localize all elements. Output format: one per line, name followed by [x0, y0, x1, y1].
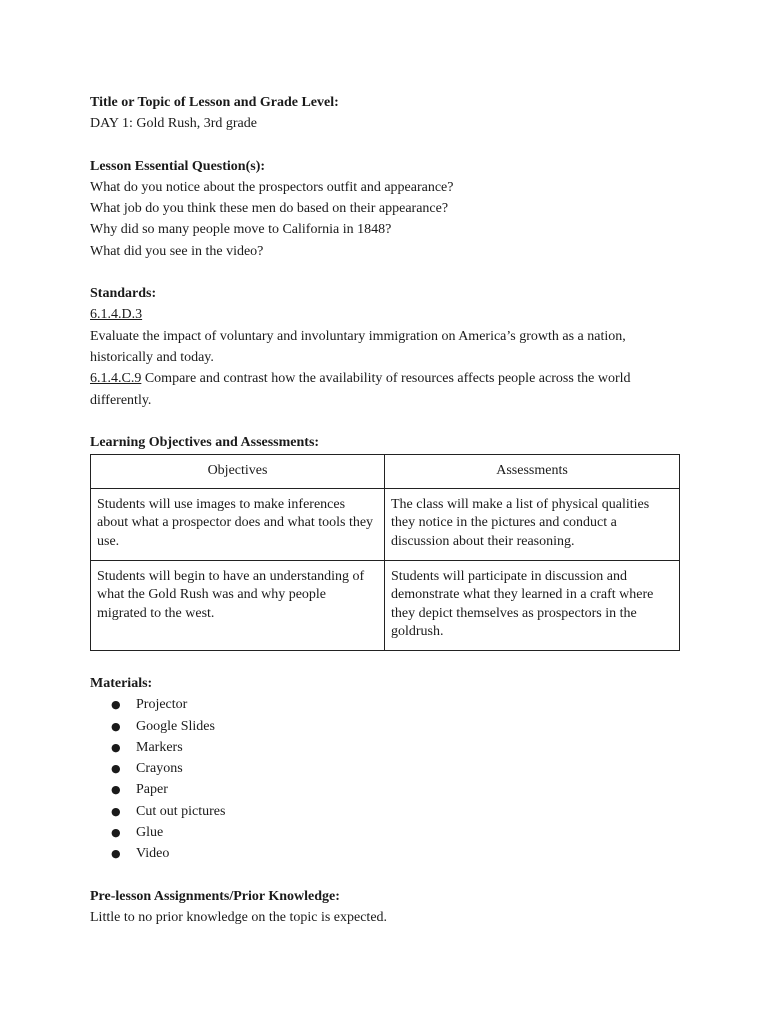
standard-1-block — [90, 304, 680, 325]
prior-knowledge-heading: Pre-lesson Assignments/Prior Knowledge: — [90, 888, 340, 904]
column-header-objectives: Objectives — [91, 455, 385, 489]
spacer — [90, 135, 680, 156]
question-item: What do you notice about the prospectors outfit and appearance? — [90, 179, 454, 195]
title-value: DAY 1: Gold Rush, 3rd grade — [90, 116, 257, 132]
objectives-table — [90, 454, 680, 651]
standards-heading: Standards: — [90, 286, 157, 302]
spacer — [90, 865, 680, 886]
list-item: ● Video — [90, 843, 680, 864]
list-item: ● Cut out pictures — [90, 801, 680, 822]
questions-heading: Lesson Essential Question(s): — [90, 158, 266, 174]
prior-knowledge-value: Little to no prior knowledge on the topic is expected. — [90, 909, 388, 925]
materials-list — [90, 694, 680, 864]
standard-1-link[interactable]: 6.1.4.D.3 — [90, 307, 143, 323]
bullet-icon: ● — [111, 804, 121, 818]
standard-2-block — [90, 368, 680, 411]
column-header-assessments: Assessments — [385, 455, 680, 489]
table-row — [91, 560, 680, 650]
question-item: Why did so many people move to California in 1848? — [90, 222, 392, 238]
spacer — [90, 411, 680, 432]
question-item: What job do you think these men do based on their appearance? — [90, 201, 449, 217]
question-item: What did you see in the video? — [90, 243, 264, 259]
table-header-row — [91, 455, 680, 489]
list-item: ● Projector — [90, 694, 680, 715]
assessment-cell: The class will make a list of physical qualities they notice in the pictures and conduct a discussion about their reasoning. — [385, 488, 680, 560]
assessment-cell: Students will participate in discussion and demonstrate what they learned in a craft where they depict themselves as prospectors in the goldrush. — [385, 560, 680, 650]
standard-2-link[interactable]: 6.1.4.C.9 — [90, 371, 142, 387]
spacer — [90, 262, 680, 283]
objectives-heading: Learning Objectives and Assessments: — [90, 434, 320, 450]
table-row — [91, 488, 680, 560]
title-heading: Title or Topic of Lesson and Grade Level: — [90, 95, 339, 110]
spacer — [90, 651, 680, 673]
list-item: ● Crayons — [90, 758, 680, 779]
objective-cell: Students will use images to make inferences about what a prospector does and what tools they use. — [91, 488, 385, 560]
bullet-icon: ● — [111, 825, 121, 839]
list-item: ● Glue — [90, 822, 680, 843]
bullet-icon: ● — [111, 740, 121, 754]
bullet-icon: ● — [111, 762, 121, 776]
objective-cell: Students will begin to have an understanding of what the Gold Rush was and why people migrated to the west. — [91, 560, 385, 650]
list-item: ● Paper — [90, 779, 680, 800]
materials-heading: Materials: — [90, 675, 153, 691]
bullet-icon: ● — [111, 847, 121, 861]
standard-1-text: Evaluate the impact of voluntary and involuntary immigration on America’s growth as a nation, historically and today. — [90, 328, 626, 365]
lesson-plan-page — [90, 92, 680, 928]
standard-2-text: Compare and contrast how the availability of resources affects people across the world differently. — [90, 371, 631, 408]
bullet-icon: ● — [111, 719, 121, 733]
bullet-icon: ● — [111, 783, 121, 797]
bullet-icon: ● — [111, 698, 121, 712]
list-item: ● Google Slides — [90, 716, 680, 737]
list-item: ● Markers — [90, 737, 680, 758]
